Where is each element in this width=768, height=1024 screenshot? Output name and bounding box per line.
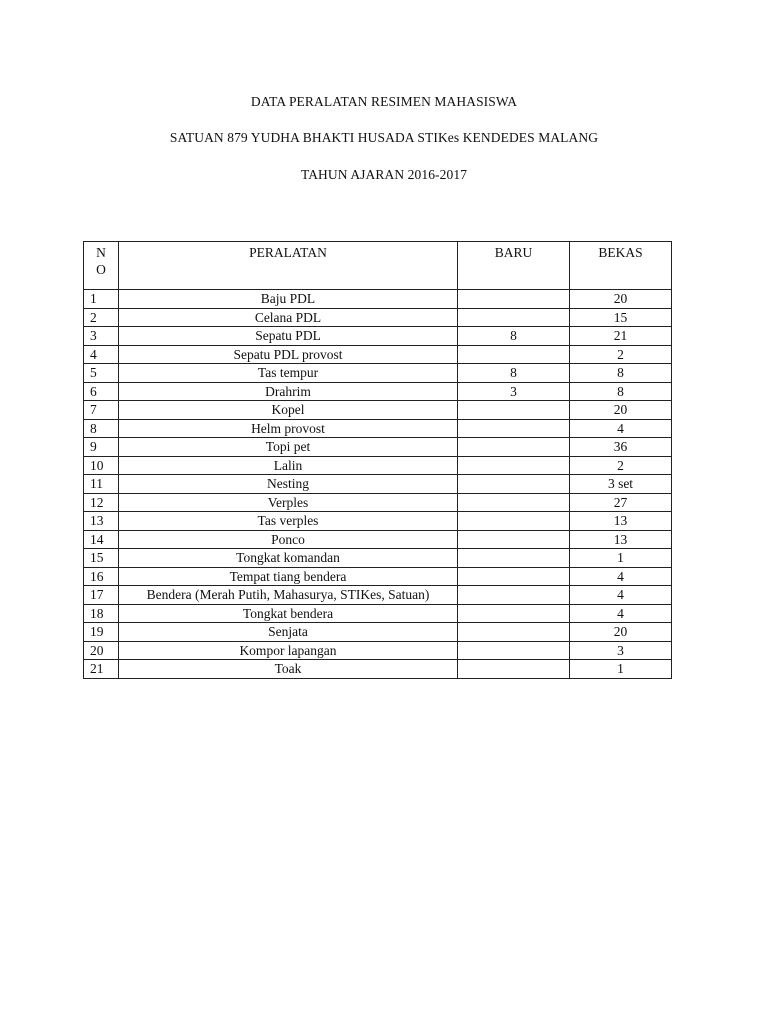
row-number-cell: 4 — [84, 345, 119, 364]
table-row — [84, 660, 672, 679]
row-item-cell: Senjata — [119, 623, 458, 642]
row-baru-cell — [458, 456, 570, 475]
table-header-row — [84, 242, 672, 290]
row-number-cell: 19 — [84, 623, 119, 642]
row-baru-cell — [458, 493, 570, 512]
column-header-baru: BARU — [458, 242, 570, 290]
column-header-item: PERALATAN — [119, 242, 458, 290]
row-baru-cell — [458, 512, 570, 531]
row-bekas-cell: 8 — [570, 364, 672, 383]
row-number-cell: 15 — [84, 549, 119, 568]
row-number-cell: 5 — [84, 364, 119, 383]
row-item-cell: Drahrim — [119, 382, 458, 401]
row-number-cell: 17 — [84, 586, 119, 605]
column-header-no — [84, 242, 119, 290]
row-number-cell: 18 — [84, 604, 119, 623]
row-number-cell: 11 — [84, 475, 119, 494]
table-row — [84, 549, 672, 568]
document-title: DATA PERALATAN RESIMEN MAHASISWA — [250, 94, 518, 109]
row-baru-cell — [458, 660, 570, 679]
table-row — [84, 419, 672, 438]
row-item-cell: Kopel — [119, 401, 458, 420]
row-number-cell: 2 — [84, 308, 119, 327]
table-row — [84, 456, 672, 475]
row-item-cell: Toak — [119, 660, 458, 679]
row-bekas-cell: 2 — [570, 456, 672, 475]
row-bekas-cell: 4 — [570, 567, 672, 586]
row-bekas-cell: 36 — [570, 438, 672, 457]
row-number-cell: 14 — [84, 530, 119, 549]
row-baru-cell — [458, 290, 570, 309]
row-number-cell: 10 — [84, 456, 119, 475]
column-header-no-top: N — [96, 245, 106, 260]
row-bekas-cell: 8 — [570, 382, 672, 401]
row-baru-cell — [458, 604, 570, 623]
row-baru-cell — [458, 567, 570, 586]
row-bekas-cell: 4 — [570, 419, 672, 438]
row-baru-cell: 3 — [458, 382, 570, 401]
row-bekas-cell: 20 — [570, 290, 672, 309]
row-baru-cell — [458, 438, 570, 457]
document-subtitle-year: TAHUN AJARAN 2016-2017 — [300, 167, 468, 182]
row-bekas-cell: 21 — [570, 327, 672, 346]
row-baru-cell — [458, 308, 570, 327]
table-row — [84, 290, 672, 309]
row-bekas-cell: 3 set — [570, 475, 672, 494]
row-bekas-cell: 27 — [570, 493, 672, 512]
row-item-cell: Celana PDL — [119, 308, 458, 327]
table-row — [84, 623, 672, 642]
table-row — [84, 604, 672, 623]
row-bekas-cell: 15 — [570, 308, 672, 327]
row-number-cell: 13 — [84, 512, 119, 531]
row-baru-cell: 8 — [458, 327, 570, 346]
row-item-cell: Baju PDL — [119, 290, 458, 309]
row-item-cell: Lalin — [119, 456, 458, 475]
row-item-cell: Tongkat komandan — [119, 549, 458, 568]
table-row — [84, 327, 672, 346]
table-row — [84, 530, 672, 549]
table-row — [84, 364, 672, 383]
row-number-cell: 7 — [84, 401, 119, 420]
row-baru-cell: 8 — [458, 364, 570, 383]
row-bekas-cell: 1 — [570, 549, 672, 568]
row-number-cell: 8 — [84, 419, 119, 438]
row-baru-cell — [458, 345, 570, 364]
row-number-cell: 21 — [84, 660, 119, 679]
row-number-cell: 9 — [84, 438, 119, 457]
table-row — [84, 567, 672, 586]
row-item-cell: Tongkat bendera — [119, 604, 458, 623]
row-baru-cell — [458, 586, 570, 605]
row-number-cell: 12 — [84, 493, 119, 512]
row-item-cell: Tas tempur — [119, 364, 458, 383]
row-bekas-cell: 2 — [570, 345, 672, 364]
table-row — [84, 586, 672, 605]
row-bekas-cell: 13 — [570, 512, 672, 531]
column-header-no-bottom: O — [96, 262, 106, 277]
row-baru-cell — [458, 623, 570, 642]
row-baru-cell — [458, 401, 570, 420]
row-number-cell: 1 — [84, 290, 119, 309]
row-item-cell: Kompor lapangan — [119, 641, 458, 660]
row-number-cell: 20 — [84, 641, 119, 660]
row-baru-cell — [458, 530, 570, 549]
table-row — [84, 308, 672, 327]
row-bekas-cell: 3 — [570, 641, 672, 660]
row-baru-cell — [458, 475, 570, 494]
row-bekas-cell: 20 — [570, 623, 672, 642]
row-baru-cell — [458, 641, 570, 660]
table-row — [84, 512, 672, 531]
table-row — [84, 401, 672, 420]
row-number-cell: 16 — [84, 567, 119, 586]
document-subtitle-unit: SATUAN 879 YUDHA BHAKTI HUSADA STIKes KENDEDES MALANG — [169, 130, 599, 145]
row-bekas-cell: 13 — [570, 530, 672, 549]
row-bekas-cell: 4 — [570, 586, 672, 605]
row-item-cell: Helm provost — [119, 419, 458, 438]
row-item-cell: Tas verples — [119, 512, 458, 531]
row-bekas-cell: 4 — [570, 604, 672, 623]
row-item-cell: Ponco — [119, 530, 458, 549]
table-row — [84, 475, 672, 494]
table-row — [84, 345, 672, 364]
table-row — [84, 438, 672, 457]
row-item-cell: Verples — [119, 493, 458, 512]
row-item-cell: Sepatu PDL — [119, 327, 458, 346]
row-item-cell: Topi pet — [119, 438, 458, 457]
row-bekas-cell: 1 — [570, 660, 672, 679]
row-number-cell: 6 — [84, 382, 119, 401]
row-number-cell: 3 — [84, 327, 119, 346]
column-header-bekas: BEKAS — [570, 242, 672, 290]
table-row — [84, 641, 672, 660]
row-item-cell: Sepatu PDL provost — [119, 345, 458, 364]
row-item-cell: Tempat tiang bendera — [119, 567, 458, 586]
row-bekas-cell: 20 — [570, 401, 672, 420]
table-row — [84, 493, 672, 512]
row-item-cell: Bendera (Merah Putih, Mahasurya, STIKes, Satuan) — [119, 586, 458, 605]
row-baru-cell — [458, 549, 570, 568]
table-row — [84, 382, 672, 401]
equipment-table — [83, 241, 672, 679]
row-baru-cell — [458, 419, 570, 438]
row-item-cell: Nesting — [119, 475, 458, 494]
